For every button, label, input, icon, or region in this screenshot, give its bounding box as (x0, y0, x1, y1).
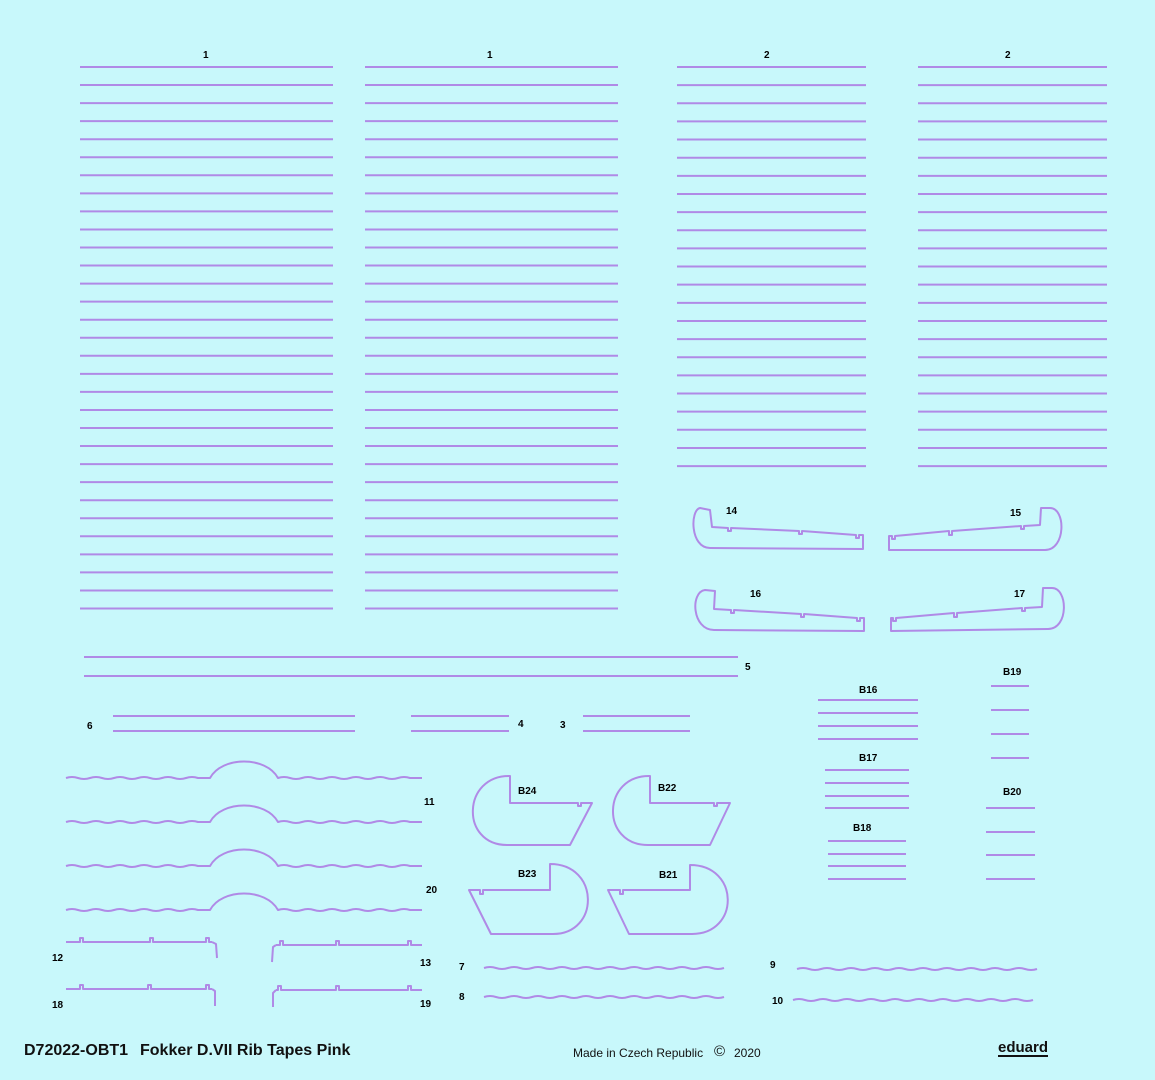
part-label-b16: B16 (859, 685, 878, 696)
part-label-20: 20 (426, 885, 438, 896)
rib-tape-20 (66, 894, 422, 912)
part-label-b18: B18 (853, 823, 872, 834)
part-label-13: 13 (420, 958, 432, 969)
part-label-b19: B19 (1003, 667, 1022, 678)
part-label-b24: B24 (518, 786, 537, 797)
made-in-label: Made in Czech Republic (573, 1046, 704, 1060)
part-label-11: 11 (424, 797, 435, 808)
part-label-4: 4 (518, 719, 524, 730)
part-label-17: 17 (1014, 589, 1026, 600)
part-label-16: 16 (750, 589, 762, 600)
part-label-18: 18 (52, 1000, 64, 1011)
rib-tape-13 (276, 941, 422, 945)
part-label-8: 8 (459, 992, 465, 1003)
part-label-b17: B17 (859, 753, 878, 764)
rib-tape-13-end (272, 945, 276, 962)
copyright-year: 2020 (734, 1046, 761, 1060)
rib-tape-11-20 (66, 850, 422, 868)
rib-tape-17 (891, 588, 1064, 631)
sheet-title: Fokker D.VII Rib Tapes Pink (140, 1042, 351, 1059)
rib-tape-8 (484, 996, 724, 998)
rib-tape-12 (66, 938, 212, 942)
rib-tape-7 (484, 967, 724, 969)
part-label-19: 19 (420, 999, 432, 1010)
part-label-b21: B21 (659, 870, 678, 881)
rib-tape-14 (693, 508, 863, 549)
part-label-5: 5 (745, 662, 751, 673)
rib-tape-19 (276, 986, 422, 990)
rib-tape-9 (797, 968, 1037, 970)
part-label-15: 15 (1010, 508, 1022, 519)
part-label-2b: 2 (1005, 50, 1011, 61)
part-label-6: 6 (87, 721, 93, 732)
part-label-3: 3 (560, 720, 566, 731)
part-label-1b: 1 (487, 50, 493, 61)
sheet-code: D72022-OBT1 (24, 1042, 129, 1059)
rib-tape-19-end (273, 990, 276, 1007)
part-label-2a: 2 (764, 50, 770, 61)
part-label-b22: B22 (658, 783, 677, 794)
rib-tape-12-end (212, 942, 217, 958)
rib-tape-11-20 (66, 806, 422, 824)
part-label-1a: 1 (203, 50, 209, 61)
part-label-10: 10 (772, 996, 784, 1007)
rib-tape-10 (793, 999, 1033, 1001)
copyright-symbol: © (714, 1043, 726, 1060)
brand-logo: eduard (998, 1039, 1049, 1056)
rib-tape-11 (66, 762, 422, 780)
rib-tape-16 (695, 590, 864, 631)
part-label-12: 12 (52, 953, 64, 964)
rib-tape-18-end (212, 989, 215, 1006)
part-label-b23: B23 (518, 869, 537, 880)
rib-tape-15 (889, 508, 1061, 550)
rib-tape-18 (66, 985, 212, 989)
part-label-9: 9 (770, 960, 776, 971)
part-label-14: 14 (726, 506, 738, 517)
part-label-b20: B20 (1003, 787, 1022, 798)
part-label-7: 7 (459, 962, 465, 973)
